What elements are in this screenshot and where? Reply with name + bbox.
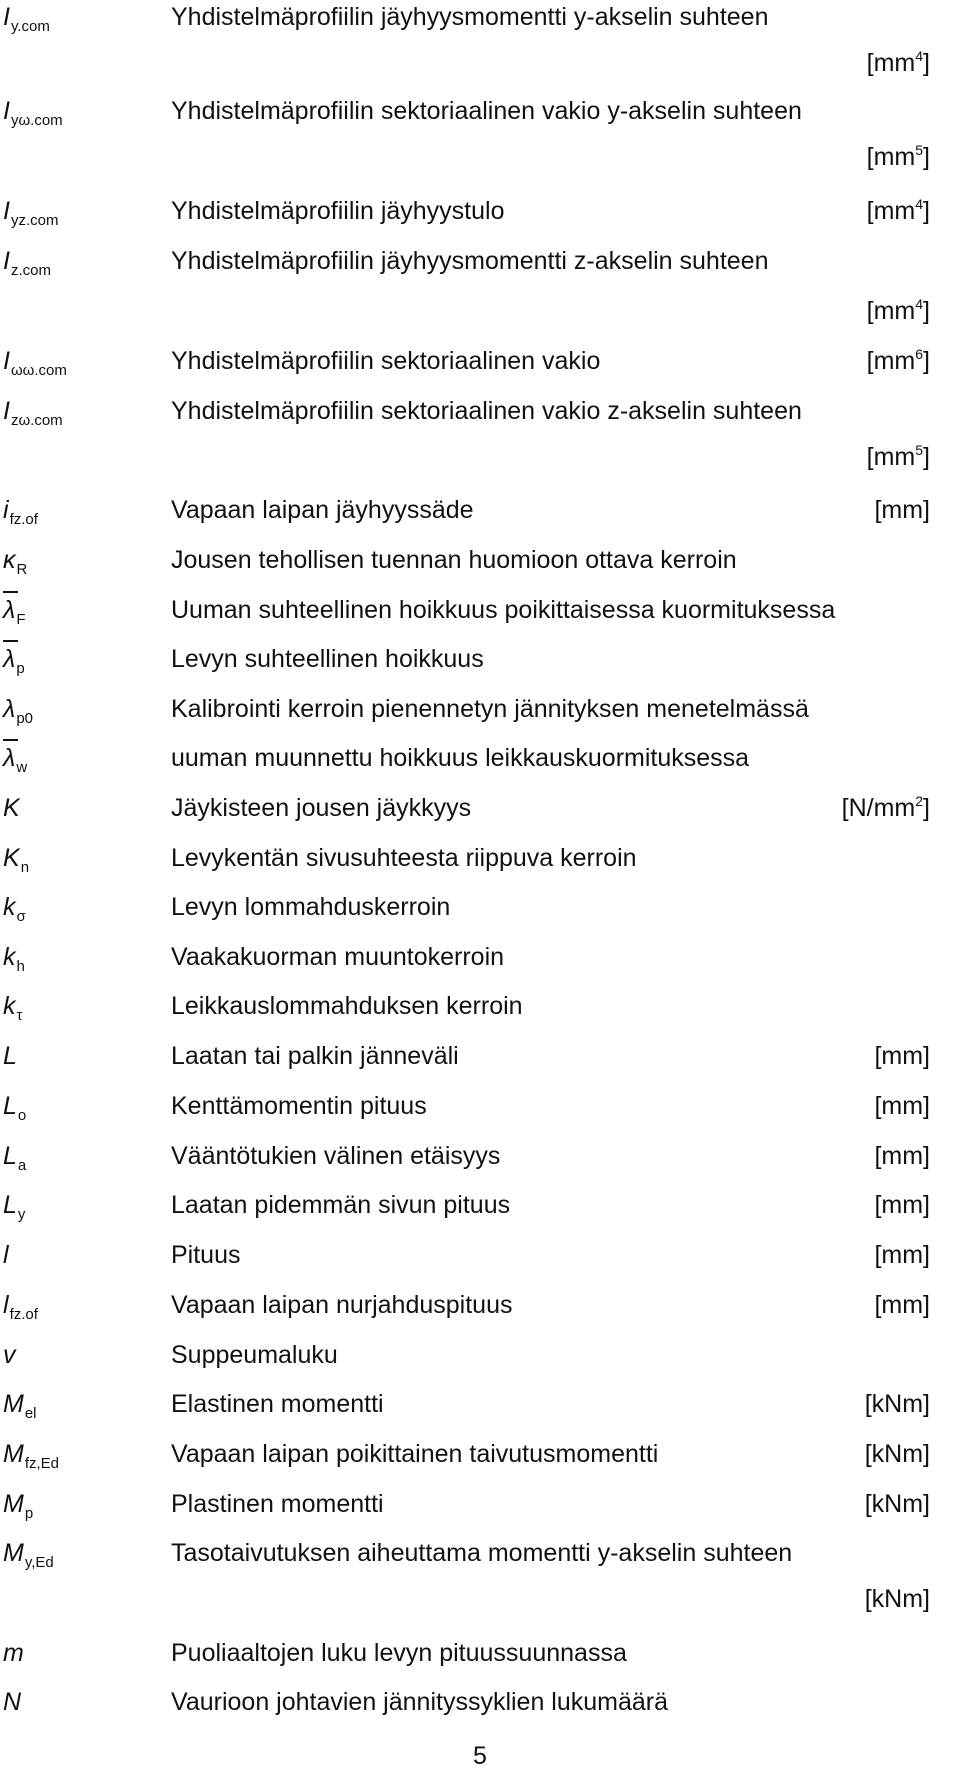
description: Tasotaivutuksen aiheuttama momentti y-akselin suhteen xyxy=(171,1539,793,1567)
unit: $[mm^4]$ xyxy=(866,196,930,225)
description: Vääntötukien välinen etäisyys xyxy=(171,1142,501,1170)
unit: [mm] xyxy=(874,1092,930,1120)
symbol: $\lambda_{p0}$ xyxy=(3,695,33,727)
description: Leikkauslommahduksen kerroin xyxy=(171,992,523,1020)
description: Vapaan laipan poikittainen taivutusmomentti xyxy=(171,1440,659,1468)
symbol: $k_h$ xyxy=(3,943,25,975)
description: Levyn lommahduskerroin xyxy=(171,893,451,921)
symbol: $M_{el}$ xyxy=(3,1390,37,1422)
description: Pituus xyxy=(171,1241,241,1269)
description: Uuman suhteellinen hoikkuus poikittaisessa kuormituksessa xyxy=(171,596,836,624)
symbol: N xyxy=(3,1688,22,1716)
unit: $[mm^6]$ xyxy=(866,346,930,375)
symbol: L xyxy=(3,1042,17,1070)
symbol: $l_{fz.of}$ xyxy=(3,1291,38,1323)
description: Yhdistelmäprofiilin jäyhyysmomentti z-akselin suhteen xyxy=(171,247,769,275)
description: Levyn suhteellinen hoikkuus xyxy=(171,645,484,673)
unit: [kNm] xyxy=(864,1490,930,1518)
description: Puoliaaltojen luku levyn pituussuunnassa xyxy=(171,1639,627,1667)
page-number: 5 xyxy=(473,1742,487,1770)
overbar xyxy=(3,640,18,642)
symbol: $L_y$ xyxy=(3,1191,26,1223)
description: Yhdistelmäprofiilin jäyhyystulo xyxy=(171,197,505,225)
unit: [mm] xyxy=(874,1042,930,1070)
description: Laatan pidemmän sivun pituus xyxy=(171,1191,511,1219)
symbol: $i_{fz.of}$ xyxy=(3,496,38,528)
symbol: $I_{\omega\omega.com}$ xyxy=(3,347,67,379)
symbol: $K_n$ xyxy=(3,844,30,876)
description: Yhdistelmäprofiilin sektoriaalinen vakio z-akselin suhteen xyxy=(171,397,802,425)
description: uuman muunnettu hoikkuus leikkauskuormituksessa xyxy=(171,744,750,772)
unit: $[mm^5]$ xyxy=(866,142,930,171)
description: Elastinen momentti xyxy=(171,1390,384,1418)
description: Kalibrointi kerroin pienennetyn jännityksen menetelmässä xyxy=(171,695,809,723)
symbol: K xyxy=(3,794,20,822)
unit: [mm] xyxy=(874,1241,930,1269)
description: Jousen tehollisen tuennan huomioon ottava kerroin xyxy=(171,546,737,574)
symbol: $M_p$ xyxy=(3,1490,34,1522)
unit: $[mm^4]$ xyxy=(866,296,930,325)
description: Vaakakuorman muuntokerroin xyxy=(171,943,505,971)
unit: [mm] xyxy=(874,496,930,524)
description: Suppeumaluku xyxy=(171,1341,338,1369)
description: Vapaan laipan nurjahduspituus xyxy=(171,1291,513,1319)
symbol: $I_{z.com}$ xyxy=(3,247,51,279)
symbol: $M_{y,Ed}$ xyxy=(3,1539,54,1571)
symbol: $\lambda_F$ xyxy=(3,595,25,629)
symbol: v xyxy=(3,1341,16,1369)
description: Yhdistelmäprofiilin sektoriaalinen vakio y-akselin suhteen xyxy=(171,97,802,125)
overbar xyxy=(3,739,18,741)
symbol: $L_a$ xyxy=(3,1142,27,1174)
symbol: $\kappa_R$ xyxy=(3,546,28,578)
description: Yhdistelmäprofiilin sektoriaalinen vakio xyxy=(171,347,601,375)
symbol: $k_\tau$ xyxy=(3,992,23,1024)
description: Jäykisteen jousen jäykkyys xyxy=(171,794,472,822)
description: Levykentän sivusuhteesta riippuva kerroin xyxy=(171,844,637,872)
description: Yhdistelmäprofiilin jäyhyysmomentti y-akselin suhteen xyxy=(171,3,769,31)
unit: [kNm] xyxy=(864,1440,930,1468)
symbol: $M_{fz,Ed}$ xyxy=(3,1440,60,1472)
description: Laatan tai palkin jänneväli xyxy=(171,1042,459,1070)
symbol: l xyxy=(3,1241,9,1269)
symbol: $\lambda_w$ xyxy=(3,743,27,777)
unit: [mm] xyxy=(874,1142,930,1170)
symbol: m xyxy=(3,1639,24,1667)
unit: [kNm] xyxy=(864,1585,930,1613)
overbar xyxy=(3,591,18,593)
symbol: $\lambda_p$ xyxy=(3,644,25,678)
unit: [mm] xyxy=(874,1291,930,1319)
description: Kenttämomentin pituus xyxy=(171,1092,427,1120)
symbol: $I_{y.com}$ xyxy=(3,3,50,35)
symbol: $k_\sigma$ xyxy=(3,893,26,925)
description: Vaurioon johtavien jännityssyklien lukumäärä xyxy=(171,1688,669,1716)
unit: [mm] xyxy=(874,1191,930,1219)
description: Vapaan laipan jäyhyyssäde xyxy=(171,496,474,524)
symbol: $L_o$ xyxy=(3,1092,27,1124)
symbol: $I_{z\omega.com}$ xyxy=(3,397,63,429)
unit: $[mm^4]$ xyxy=(866,48,930,77)
description: Plastinen momentti xyxy=(171,1490,384,1518)
unit: $[N/mm^2]$ xyxy=(841,793,930,822)
symbol: $I_{yz.com}$ xyxy=(3,197,59,229)
unit: $[mm^5]$ xyxy=(866,442,930,471)
unit: [kNm] xyxy=(864,1390,930,1418)
symbol: $I_{y\omega.com}$ xyxy=(3,97,63,129)
